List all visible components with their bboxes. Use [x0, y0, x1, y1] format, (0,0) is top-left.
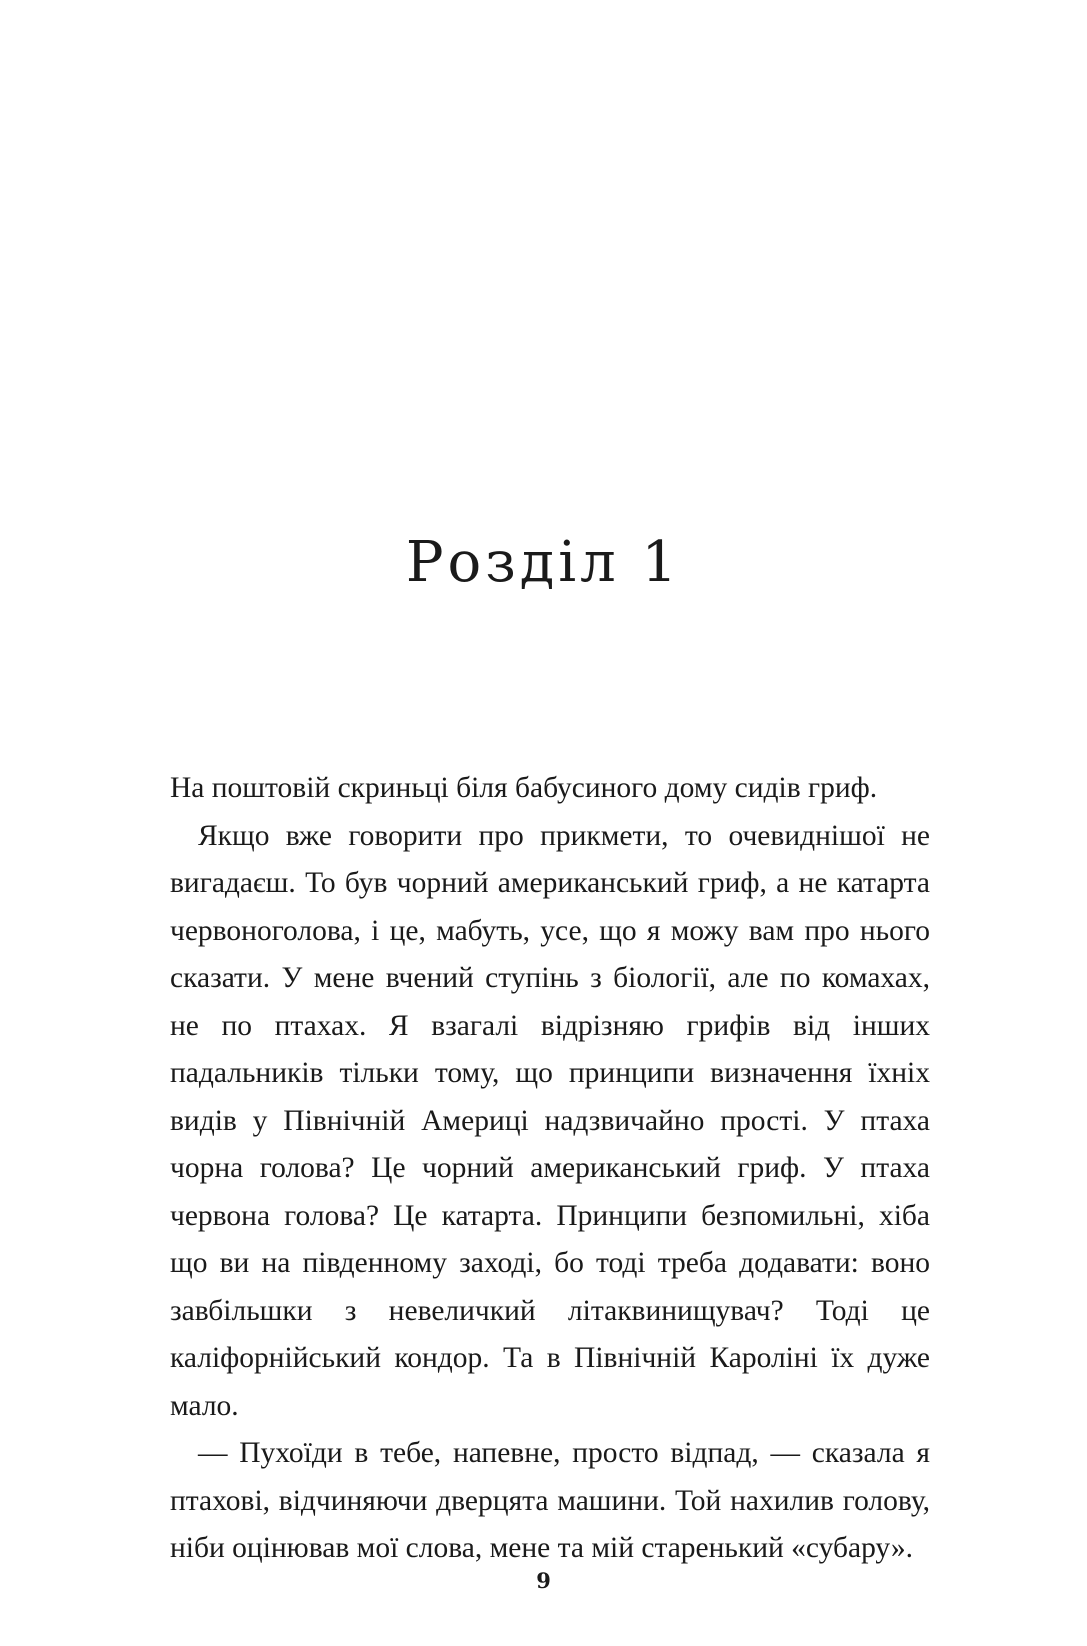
chapter-body	[170, 765, 930, 1573]
paragraph-2: Якщо вже говорити про прикмети, то очевиднішої не вигадаєш. То був чорний американський гриф, а не катарта червоноголова, і це, мабуть, усе, що я можу вам про нього сказати. У мене вчений ступінь з біології, але по комахах, не по птахах. Я взагалі відрізняю грифів від інших падальників тільки тому, що принципи визначення їхніх видів у Північній Америці надзвичайно прості. У птаха чорна голова? Це чорний американський гриф. У птаха червона голова? Це катарта. Принципи безпомильні, хіба що ви на південному заході, бо тоді треба додавати: воно завбільшки з невеличкий літаквинищувач? Тоді це каліфорнійський кондор. Та в Північній Кароліні їх дуже мало.	[170, 819, 930, 1422]
paragraph-3: — Пухоїди в тебе, напевне, просто відпад, — сказала я птахові, відчиняючи дверцята машини. Той нахилив голову, ніби оцінював мої слова, мене та мій старенький «субару».	[170, 1437, 930, 1564]
paragraph-1: На поштовій скриньці біля бабусиного дому сидів гриф.	[170, 772, 878, 804]
chapter-title: Розділ 1	[405, 530, 682, 595]
page-number: 9	[536, 1568, 551, 1593]
